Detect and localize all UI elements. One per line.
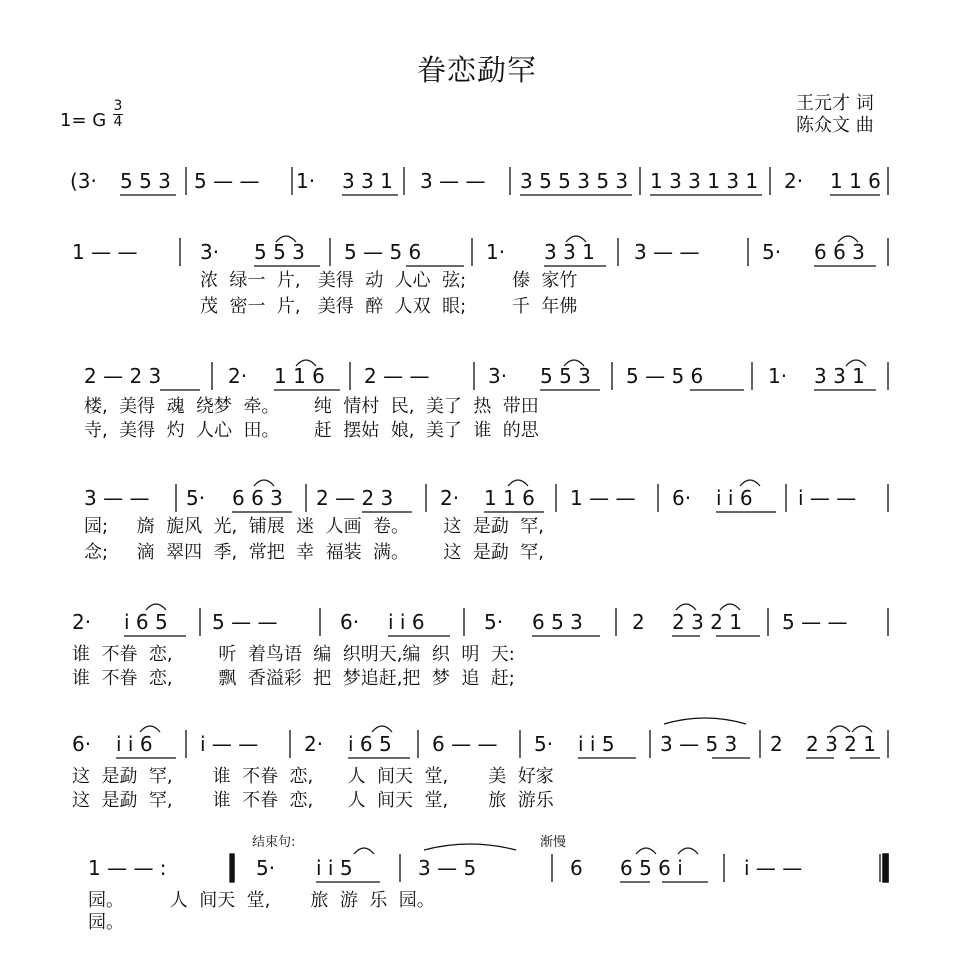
slur	[254, 480, 274, 486]
note-group: i i 6	[716, 486, 753, 510]
note-group: 6	[570, 856, 583, 880]
note-group: 3 3 1	[342, 169, 393, 193]
note-group: i — —	[798, 486, 857, 510]
slur	[830, 726, 850, 732]
note-group: 3 — —	[420, 169, 486, 193]
lyricist-credit: 王元才 词	[796, 93, 874, 114]
note-group: 1 1 6	[830, 169, 881, 193]
note-group: 2 — —	[364, 364, 430, 388]
note-group: 6·	[672, 486, 692, 510]
slur	[146, 604, 166, 610]
lyric-line: 浓 绿一 片, 美得 动 人心 弦; 傣 家竹	[200, 270, 578, 291]
note-group: 5·	[484, 610, 504, 634]
slur	[846, 360, 866, 366]
note-group: 2·	[784, 169, 804, 193]
note-group: 5·	[256, 856, 276, 880]
note-group: 6 6 3	[232, 486, 283, 510]
note-group: 6·	[340, 610, 360, 634]
lyric-line: 谁 不眷 恋, 飘 香溢彩 把 梦追赶,把 梦 追 赶;	[72, 668, 515, 689]
slur	[508, 480, 528, 486]
slur	[276, 236, 296, 242]
note-group: 2	[632, 610, 645, 634]
slur	[354, 848, 374, 854]
note-group: 6 — —	[432, 732, 498, 756]
lyric-line: 这 是勐 罕, 谁 不眷 恋, 人 间天 堂, 美 好家	[72, 766, 554, 787]
note-group: 1·	[486, 240, 506, 264]
note-group: 1 1 6	[274, 364, 325, 388]
slur	[564, 360, 584, 366]
note-group: 5 — 5 6	[626, 364, 704, 388]
note-group: 2·	[304, 732, 324, 756]
note-group: 1 — —	[72, 240, 138, 264]
note-group: 5 — —	[194, 169, 260, 193]
note-group: i i 6	[116, 732, 153, 756]
lyric-line: 园; 旖 旎风 光, 铺展 迷 人画 卷。 这 是勐 罕,	[84, 516, 544, 537]
note-group: i 6 5	[124, 610, 168, 634]
note-group: 2·	[440, 486, 460, 510]
note-group: 1 — —	[570, 486, 636, 510]
note-group: 1 — — :	[88, 856, 167, 880]
note-group: 2 — 2 3	[84, 364, 162, 388]
note-group: 1 3 3 1 3 1	[650, 169, 759, 193]
note-group: 1·	[768, 364, 788, 388]
tempo-annotation: 渐慢	[540, 835, 567, 850]
note-group: 5 — —	[782, 610, 848, 634]
slur	[678, 848, 698, 854]
note-group: 1·	[296, 169, 316, 193]
slur	[664, 718, 746, 724]
time-signature-top: 3	[113, 98, 123, 114]
note-group: 5·	[762, 240, 782, 264]
slur	[838, 236, 858, 242]
note-group: 1 1 6	[484, 486, 535, 510]
slur	[140, 726, 160, 732]
note-group: i i 5	[578, 732, 615, 756]
song-title: 眷恋勐罕	[416, 53, 537, 87]
lyric-line: 楼, 美得 魂 绕梦 牵。 纯 情村 民, 美了 热 带田	[84, 396, 539, 417]
time-signature-bottom: 4	[113, 114, 123, 130]
slur	[566, 236, 586, 242]
note-group: 3·	[200, 240, 220, 264]
note-group: i i 5	[316, 856, 353, 880]
lyric-line: 念; 滴 翠四 季, 常把 幸 福装 满。 这 是勐 罕,	[84, 542, 544, 563]
note-group: 2 3 2 1	[672, 610, 742, 634]
slur	[740, 480, 760, 486]
note-group: 3 — —	[84, 486, 150, 510]
note-group: 2 3 2 1	[806, 732, 876, 756]
note-group: i i 6	[388, 610, 425, 634]
note-group: 5 5 3	[120, 169, 171, 193]
lyric-line: 园。	[88, 912, 124, 933]
slur	[296, 360, 316, 366]
note-group: 5·	[186, 486, 206, 510]
note-group: 3 5 5 3 5 3	[520, 169, 629, 193]
lyric-line: 谁 不眷 恋, 听 着鸟语 编 织明天,编 织 明 天:	[72, 644, 515, 665]
note-group: 3 — —	[634, 240, 700, 264]
note-group: 5 — —	[212, 610, 278, 634]
note-group: 6 5 6 i	[620, 856, 683, 880]
repeat-barline	[230, 854, 234, 882]
slur	[636, 848, 656, 854]
note-group: i — —	[200, 732, 259, 756]
note-group: 2·	[72, 610, 92, 634]
note-group: 5 5 3	[540, 364, 591, 388]
key-signature: 1= G	[60, 110, 107, 131]
note-group: 5 — 5 6	[344, 240, 422, 264]
note-group: i 6 5	[348, 732, 392, 756]
final-barline	[883, 854, 888, 882]
slur	[676, 604, 696, 610]
note-group: 6 6 3	[814, 240, 865, 264]
lyric-line: 寺, 美得 灼 人心 田。 赶 摆姑 娘, 美了 谁 的思	[84, 420, 539, 441]
note-group: 5 5 3	[254, 240, 305, 264]
note-group: 2·	[228, 364, 248, 388]
note-group: 3 — 5	[418, 856, 477, 880]
slur	[424, 844, 516, 850]
slur	[372, 726, 392, 732]
note-group: 3 — 5 3	[660, 732, 738, 756]
slur	[852, 726, 872, 732]
note-group: (3·	[70, 169, 97, 193]
note-group: 6·	[72, 732, 92, 756]
note-group: 3 3 1	[814, 364, 865, 388]
slur	[720, 604, 740, 610]
note-group: 3·	[488, 364, 508, 388]
note-group: 2	[770, 732, 783, 756]
note-group: 5·	[534, 732, 554, 756]
lyric-line: 园。 人 间天 堂, 旅 游 乐 园。	[88, 890, 435, 911]
lyric-line: 茂 密一 片, 美得 醉 人双 眼; 千 年佛	[200, 296, 578, 317]
note-group: 3 3 1	[544, 240, 595, 264]
note-group: 2 — 2 3	[316, 486, 394, 510]
note-group: i — —	[744, 856, 803, 880]
note-group: 6 5 3	[532, 610, 583, 634]
composer-credit: 陈众文 曲	[796, 115, 874, 136]
ending-annotation: 结束句:	[252, 835, 296, 850]
lyric-line: 这 是勐 罕, 谁 不眷 恋, 人 间天 堂, 旅 游乐	[72, 790, 554, 811]
